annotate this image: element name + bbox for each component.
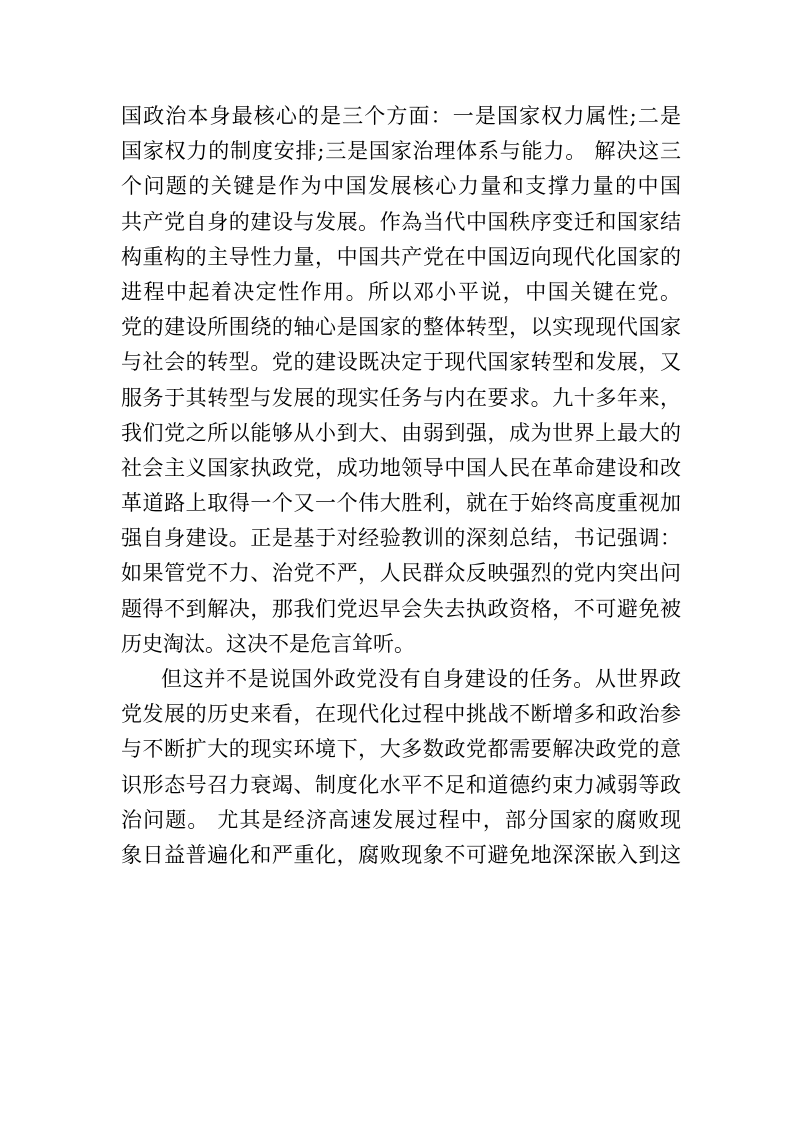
paragraph-line-7: 党的建设所围绕的轴心是国家的整体转型，以实现现代国家 xyxy=(121,315,681,340)
paragraph-line-1: 国政治本身最核心的是三个方面：一是国家权力属性;二是 xyxy=(121,104,681,128)
paragraph-line-2: 国家权力的制度安排;三是国家治理体系与能力。 解决这三 xyxy=(121,139,681,164)
paragraph-line-19: 与不断扩大的现实环境下，大多数政党都需要解决政党的意 xyxy=(121,737,681,762)
paragraph-line-9: 服务于其转型与发展的现实任务与内在要求。九十多年来， xyxy=(121,385,681,410)
paragraph-line-21: 治问题。 尤其是经济高速发展过程中，部分国家的腐败现 xyxy=(121,807,681,832)
paragraph-line-13: 强自身建设。正是基于对经验教训的深刻总结，书记强调： xyxy=(121,526,681,551)
paragraph-line-17: 但这并不是说国外政党没有自身建设的任务。从世界政 xyxy=(161,667,681,691)
paragraph-line-11: 社会主义国家执政党，成功地领导中国人民在革命建设和改 xyxy=(121,455,681,480)
paragraph-line-6: 进程中起着决定性作用。所以邓小平说，中国关键在党。 xyxy=(121,279,681,304)
paragraph-line-15: 题得不到解决，那我们党迟早会失去执政资格，不可避免被 xyxy=(121,596,681,621)
paragraph-line-16: 历史淘汰。这决不是危言耸听。 xyxy=(121,631,415,656)
paragraph-line-18: 党发展的历史来看，在现代化过程中挑战不断增多和政治参 xyxy=(121,702,681,727)
paragraph-line-12: 革道路上取得一个又一个伟大胜利，就在于始终高度重视加 xyxy=(121,491,681,516)
paragraph-line-10: 我们党之所以能够从小到大、由弱到强，成为世界上最大的 xyxy=(121,420,681,445)
paragraph-line-22: 象日益普遍化和严重化，腐败现象不可避免地深深嵌入到这 xyxy=(121,842,681,867)
paragraph-line-14: 如果管党不力、治党不严，人民群众反映强烈的党内突出问 xyxy=(121,561,681,586)
document-page xyxy=(121,99,681,873)
paragraph-line-4: 共产党自身的建设与发展。作為当代中国秩序变迁和国家结 xyxy=(121,209,681,234)
paragraph-line-8: 与社会的转型。党的建设既决定于现代国家转型和发展，又 xyxy=(121,350,681,375)
paragraph-line-5: 构重构的主导性力量，中国共产党在中国迈向现代化国家的 xyxy=(121,244,681,269)
paragraph-line-20: 识形态号召力衰竭、制度化水平不足和道德约束力减弱等政 xyxy=(121,772,681,797)
paragraph-line-3: 个问题的关键是作为中国发展核心力量和支撑力量的中国 xyxy=(121,174,681,199)
